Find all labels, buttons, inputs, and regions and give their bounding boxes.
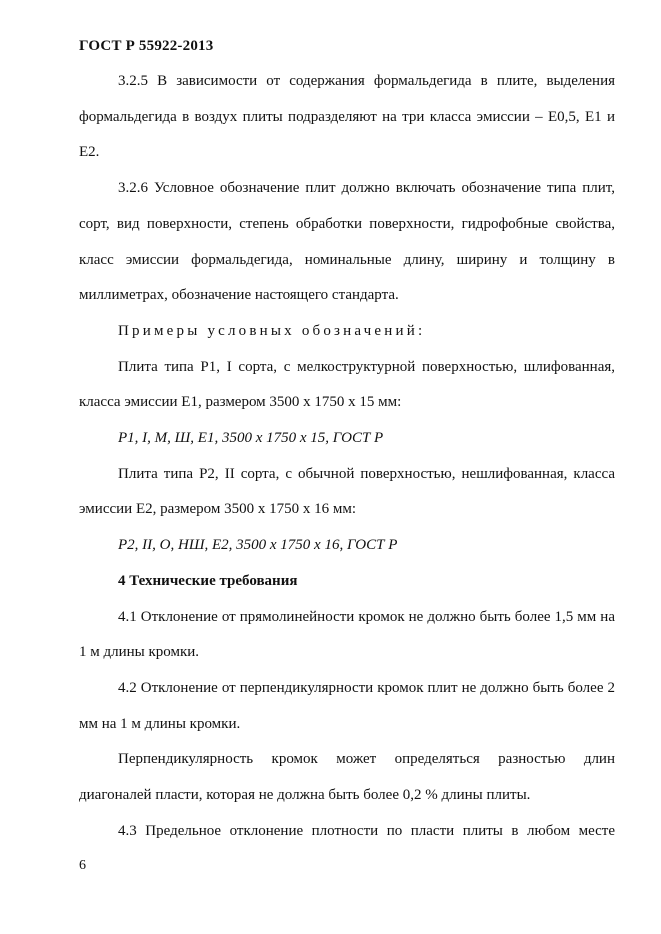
example-1-designation: Р1, I, М, Ш, Е1, 3500 х 1750 х 15, ГОСТ Р <box>118 430 384 447</box>
clause-3-2-5: 3.2.5 В зависимости от содержания формальдегида в плите, выделения формальдегида в воздух плиты подразделяют на три класса эмиссии – Е0,5, Е1 и Е2. <box>79 73 615 161</box>
clause-4-2: 4.2 Отклонение от перпендикулярности кромок плит не должно быть более 2 мм на 1 м длины кромки. <box>79 679 615 732</box>
page-body <box>79 64 615 849</box>
document-header: ГОСТ Р 55922-2013 <box>79 38 214 54</box>
page-number: 6 <box>79 858 86 873</box>
section-4-heading: 4 Технические требования <box>118 572 298 589</box>
example-2-designation: Р2, II, О, НШ, Е2, 3500 х 1750 х 16, ГОСТ Р <box>118 537 398 554</box>
examples-heading: Примеры условных обозначений: <box>118 322 426 339</box>
example-2-description: Плита типа Р2, II сорта, с обычной поверхностью, нешлифованная, класса эмиссии Е2, размером 3500 х 1750 х 16 мм: <box>79 465 615 518</box>
perpendicularity-note: Перпендикулярность кромок может определяться разностью длин диагоналей пласти, которая не должна быть более 0,2 % длины плиты. <box>79 751 615 804</box>
clause-3-2-6: 3.2.6 Условное обозначение плит должно включать обозначение типа плит, сорт, вид поверхности, степень обработки поверхности, гидрофобные свойства, класс эмиссии формальдегида, номинальные длину, ширину и толщину в миллиметрах, обозначение настоящего стандарта. <box>79 180 615 304</box>
clause-4-1: 4.1 Отклонение от прямолинейности кромок не должно быть более 1,5 мм на 1 м длины кромки. <box>79 608 615 661</box>
example-1-description: Плита типа Р1, I сорта, с мелкоструктурной поверхностью, шлифованная, класса эмиссии Е1, размером 3500 х 1750 х 15 мм: <box>79 358 615 411</box>
clause-4-3: 4.3 Предельное отклонение плотности по пласти плиты в любом месте <box>118 822 615 839</box>
